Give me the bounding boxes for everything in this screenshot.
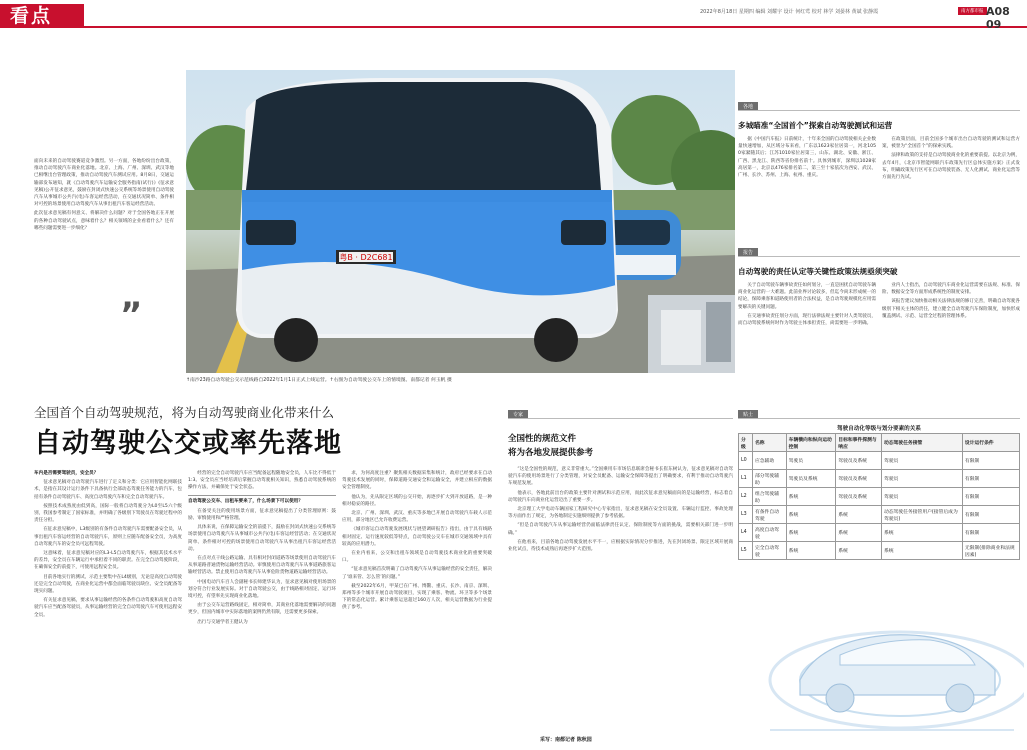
paragraph: 在征求意见稿中，L3级别的有条件自动驾驶汽车需要配备安全员，从事出租汽车客运经营的自动驾驶汽车，原则上应随车配备安全员，为高度自动驾驶汽车的安全员可远程驾驶。 xyxy=(34,527,182,547)
divider xyxy=(738,110,1020,111)
car-illustration xyxy=(760,560,1024,740)
expert-title-1: 全国性的规范文件 xyxy=(508,434,577,444)
divider xyxy=(738,418,1020,419)
report-label: 报告 xyxy=(738,248,758,257)
main-headline: 自动驾驶公交或率先落地 xyxy=(34,428,342,459)
local-title: 多城瞄准“全国首个”探索自动驾驶测试和运营 xyxy=(738,121,893,130)
table-cell: 驾驶员 xyxy=(881,452,962,470)
intro-text xyxy=(34,158,174,232)
paragraph: 在他看来，目前各地自动驾驶发展水平不一，应根据实际情况分步推进，先在封闭场景、限定区域开展商业化试点，待技术成熟后再逐步扩大范围。 xyxy=(508,539,733,553)
intro-paragraph: 面向未来的自动驾驶赛道竞争激烈。另一方面，各地纷纷出台政策，推动自动驾驶汽车商业化落地。北京、上海、广州、深圳、武汉等地已相继出台管理政策，推动自动驾驶汽车测试应用。8月8日，交通运输部发布通知，就《自动驾驶汽车运输安全服务指南(试行)》(征求意见稿)公开征求意见，鼓励在封闭式快速公交系统等场景使用自动驾驶汽车从事城市公共汽(电)车客运经营活动，在交通状况简单、条件相对可控的场景使用自动驾驶汽车从事出租汽车客运经营活动。 xyxy=(34,159,174,208)
table-cell: 组合驾驶辅助 xyxy=(752,488,786,506)
paragraph: “但是自动驾驶汽车从事运输经营仍面临法律责任认定、保险制度等方面的挑战，需要相关部门进一步明确。” xyxy=(508,523,733,536)
notes-label: 贴士 xyxy=(738,410,758,419)
column-header: 分级 xyxy=(739,434,753,452)
table-cell: 有条件自动驾驶 xyxy=(752,506,786,524)
table-cell: 有限制 xyxy=(962,488,1019,506)
paragraph: 征求意见稿对自动驾驶汽车进行了定义和分类：它应用智能化网联技术，是指在其设计运行条件下具备执行全部动态驾驶任务能力的汽车，包括有条件自动驾驶汽车、高度自动驾驶汽车和完全自动驾驶汽车。 xyxy=(34,480,182,500)
table-cell: 驾驶员 xyxy=(786,452,836,470)
table-cell: 系统 xyxy=(836,506,882,524)
article-column-2 xyxy=(188,470,336,628)
paragraph: 法律和政策的支持是自动驾驶商业化的重要前提。以北京为例，去年4月，《北京市智能网联汽车政策先行区总体实施方案》正式发布，明确政策先行区可在自动驾驶装备、无人化测试、商业化运营等方面先行先试。 xyxy=(882,153,1020,181)
article-column-1 xyxy=(34,470,182,621)
table-cell: L5 xyxy=(739,542,753,560)
paragraph: “征求意见稿首次明确了自动驾驶汽车从事运输经营的安全责任，解决了‘谁来管、怎么管’的问题。” xyxy=(342,567,492,580)
paragraph: 在业内看来，公交和出租车领域是自动驾驶技术商业化的重要突破口。 xyxy=(342,551,492,564)
paragraph: 北京、广州、深圳、武汉、重庆等多地已开展自动驾驶汽车载人示范应用，部分地区已允许收费运营。 xyxy=(342,511,492,524)
table-row xyxy=(739,524,1020,542)
table-cell: 系统 xyxy=(786,506,836,524)
page-number: A08 09 xyxy=(986,5,1010,31)
paragraph: 截至2022年6月，甲某已在广州、博鳌、重庆、长沙、南京、深圳、郑州等多个城市开展自动驾驶项目，实现了乘客、物流、环卫等多个场景下的常态化运营。累计乘客运送超过160万人次，相关运营数据为行业提供了参考。 xyxy=(342,583,492,611)
paragraph: 在备受关注的使用场景方面，征求意见稿提出了分类管理原则：鼓励、审慎使用和严格管理。 xyxy=(188,508,336,522)
table-title: 驾驶自动化等级与划分要素的关系 xyxy=(837,426,921,432)
table-cell: 系统 xyxy=(881,524,962,542)
sub-headline: 全国首个自动驾驶规范，将为自动驾驶商业化带来什么 xyxy=(34,405,335,420)
table-cell: 动态驾驶任务接管用户(接管后成为驾驶员) xyxy=(881,506,962,524)
table-cell: L4 xyxy=(739,524,753,542)
paragraph: 他认为，先从限定区域的公交开始，再逐步扩大到开放道路，是一种相对稳妥的路径。 xyxy=(342,494,492,507)
table-row xyxy=(739,488,1020,506)
table-cell: 系统 xyxy=(836,542,882,560)
bus-photo xyxy=(186,70,735,373)
paragraph: 该报告建议加快推动相关法律法规的修订完善，明确自动驾驶各级别下相关主体的责任，建立健全自动驾驶汽车保险制度，加快形成覆盖测试、示范、运营全过程的管理体系。 xyxy=(882,299,1020,319)
divider xyxy=(508,418,733,419)
paragraph: 据《中国汽车报》日前统计，十年来全国的自动驾驶相关企业数量快速增加，从区域分布来看，广东以1623家位居第一，河北1050家紧随其后；江苏1010家位居第三，山东、湖北、安徽、浙江、广西、黑龙江、陕西等省份排名前十。具体到城市，深圳以1028家高居第一，北京以476家排名第二，第三至十家依次为西安、武汉、广州、长沙、苏州、上海、杭州、重庆。 xyxy=(738,137,876,179)
paragraph: 出行与交通学者王健认为 xyxy=(197,619,248,625)
table-cell: 驾驶员及系统 xyxy=(836,488,882,506)
question-heading-1: 车内是否需要驾驶员，安全员？ xyxy=(34,471,99,476)
table-cell: 有限制 xyxy=(962,524,1019,542)
paragraph: 北京理工大学电动车辆国家工程研究中心专家指出，征求意见稿在安全员设置、车辆运行监控、事故处理等方面作出了规定，为各地制定实施细则提供了参考依据。 xyxy=(508,507,733,520)
paragraph: 他表示，各地此前出台的政策主要针对测试和示范应用，而此次征求意见稿面向的是运输经营，标志着自动驾驶汽车向商业化运营迈出了重要一步。 xyxy=(508,490,733,503)
section-label: 看点 xyxy=(0,4,84,28)
paragraph: 求，为何高度注重？聚焦相关数据采集和统计，政府已经要求在自动驾驶技术发展的同时，保障道路交通安全和运输安全，并建立相应的数据安全管理制度。 xyxy=(342,471,492,491)
table-cell: 系统 xyxy=(786,488,836,506)
table-cell: 系统 xyxy=(786,524,836,542)
column-header: 车辆横向和纵向运动控制 xyxy=(786,434,836,452)
table-row xyxy=(739,452,1020,470)
paragraph: 中国电动汽车百人会副秘书长师建华认为，征求意见稿对使用场景的划分符合行业发展实际。对于自动驾驶公交，由于线路相对固定、运行环境可控，有望率先实现商业化落地。 xyxy=(188,579,336,600)
paragraph: 目前各地实行的测试、示范主要集中在L4级别，无论是高度自动驾驶还是完全自动驾驶，在商业化运营中都会面临驾驶员缺位、安全员配备等现实问题。 xyxy=(34,574,182,595)
table-row xyxy=(739,470,1020,488)
paragraph: 在点对点干线公路运输、具有相对封闭道路等场景使用自动驾驶汽车从事道路普通货物运输经营活动。审慎使用自动驾驶汽车从事道路旅客运输经营活动。禁止使用自动驾驶汽车从事危险货物道路运输经营活动。 xyxy=(188,556,336,576)
paragraph: 有关征求意见稿，要求从事运输经营的各条件自动驾驶和高度自动驾驶汽车应当配备驾驶员，从事运输经营的完全自动驾驶汽车可使用远程安全员。 xyxy=(34,598,182,618)
automation-level-table xyxy=(738,433,1020,560)
paragraph: 经营的完全自动驾驶汽车应当配备远程随地安全员，人车比不得低于1:3。安全员应当经培训后掌握自动驾驶相关知识，熟悉自动驾驶系统的操作方法，并确保处于安全状态。 xyxy=(188,471,336,491)
paragraph: 业内人士指出，自动驾驶汽车商业化运营需要在法规、标准、保险、数据安全等方面形成系统性的制度安排。 xyxy=(882,283,1020,296)
table-cell: 系统 xyxy=(881,542,962,560)
quote-mark-icon: ” xyxy=(120,295,143,335)
table-cell: 驾驶员及系统 xyxy=(836,470,882,488)
header-rule xyxy=(84,26,1027,28)
car-graphic xyxy=(760,560,1024,740)
expert-label: 专家 xyxy=(508,410,528,419)
byline: 采写：南都记者 陈秋园 xyxy=(540,737,592,743)
table-cell: 驾驶员 xyxy=(881,488,962,506)
paragraph: 这意味着，征求意见稿对应的L3-L5自动驾驶汽车，根据其技术水平的差异，安全员在车辆运行中承担着不同的职责。在完全自动驾驶阶段，在确保安全的前提下，可使用远程安全员。 xyxy=(34,551,182,571)
paragraph: 由于公交车运营路线固定，相对简单，其商业化落地需要解决的问题更少，但国内城市中实际落地的案例仍然有限，还需要更多探索。 xyxy=(188,603,336,616)
table-cell: 驾驶员及系统 xyxy=(786,470,836,488)
intro-question: 此次征求意见稿有何意义、将解决什么问题？对于全国各地正在开展的各种自动驾驶试点，意味着什么？相关领域的企业看着什么？还有哪些问题需要进一步细化？ xyxy=(34,211,174,231)
table-cell: L1 xyxy=(739,470,753,488)
local-label: 各地 xyxy=(738,102,758,111)
table-cell: 系统 xyxy=(786,542,836,560)
bus-illustration xyxy=(186,70,735,373)
paragraph: 在政策层面，目前全国多个城市出台自动驾驶的测试和运营方案，被誉为“全国首个”的探索实践。 xyxy=(882,137,1020,150)
table-header-row xyxy=(739,434,1020,452)
paragraph: 《城市客运自动驾驶发展现状与展望调研报告》指出，由于具有线路相对固定、运行速度较低等特点，自动驾驶公交车在城市交通领域中具有较高的应用潜力。 xyxy=(342,527,492,547)
report-column-2 xyxy=(882,282,1020,322)
column-header: 动态驾驶任务接管 xyxy=(881,434,962,452)
column-header: 名称 xyxy=(752,434,786,452)
table-cell: 驾驶员 xyxy=(881,470,962,488)
table-cell: 有限制 xyxy=(962,470,1019,488)
report-column-1 xyxy=(738,282,876,329)
table-cell: L2 xyxy=(739,488,753,506)
table-cell: L3 xyxy=(739,506,753,524)
table-cell: 应急辅助 xyxy=(752,452,786,470)
article-column-3 xyxy=(342,470,492,614)
newspaper-tag: 南方都市报 xyxy=(958,7,987,15)
plate-text: 粤B · D2C681 xyxy=(339,253,393,262)
table-row xyxy=(739,542,1020,560)
report-title: 自动驾驶的责任认定等关键性政策法规亟须突破 xyxy=(738,267,898,276)
photo-caption: ↑南沙23路自动驾驶公交示范线路自2022年1月1日正式上线运营。↑右图为自动驾驶公交车上的情境图。南都记者 何玉帆 摄 xyxy=(186,378,452,383)
expert-body xyxy=(508,466,733,555)
local-column-2 xyxy=(882,136,1020,183)
table-cell: L0 xyxy=(739,452,753,470)
table-cell: 高度自动驾驶 xyxy=(752,524,786,542)
table-row xyxy=(739,506,1020,524)
table-cell: 有限制 xyxy=(962,506,1019,524)
paragraph: 关于自动驾驶车辆事故责任如何划分，一直是困扰自动驾驶车辆商业化运营的一大难题。此前业界讨论较多，但迄今尚未形成统一的结论，保障乘客和道路使用者的合法权益，是自动驾驶规模化应用需要解决的关键问题。 xyxy=(738,283,876,310)
paragraph: 在交通事故责任划分方面，现行法律法规主要针对人类驾驶员，而自动驾驶系统何时作为驾驶主体承担责任，尚需要进一步明确。 xyxy=(738,313,876,327)
question-heading-2: 自动驾驶公交车、出租车要来了，什么场景下可以使用？ xyxy=(188,495,336,505)
table-cell: 部分驾驶辅助 xyxy=(752,470,786,488)
expert-title-2: 将为各地发展提供参考 xyxy=(508,448,594,458)
table-cell: 无限制(排除商业和法规因素) xyxy=(962,542,1019,560)
paragraph: 具体来说，在保障运输安全的前提下，鼓励在封闭式快速公交系统等场景使用自动驾驶汽车从事城市公共汽(电)车客运经营活动；在交通状况简单、条件相对可控的场景使用自动驾驶汽车从事出租汽车客运经营活动。 xyxy=(188,525,336,552)
local-column-1 xyxy=(738,136,876,181)
table-cell: 系统 xyxy=(836,524,882,542)
table-cell: 完全自动驾驶 xyxy=(752,542,786,560)
column-header: 设计运行条件 xyxy=(962,434,1019,452)
dateline: 2022年8月18日 星期四 编辑 刘耀宇 设计 何红莺 校对 林学 刘晏林 黄斌 张静霞 xyxy=(700,9,879,15)
column-header: 目标和事件探测与响应 xyxy=(836,434,882,452)
table-cell: 驾驶员及系统 xyxy=(836,452,882,470)
paragraph: “这是全国性的规范，意义非常重大。”全国乘用车市场信息联席会秘书长崔东树认为，征求意见稿对自动驾驶汽车的使用场景进行了分类管理，对安全员配备、运输安全保障等提出了明确要求，有利于推动自动驾驶汽车规范发展。 xyxy=(508,467,733,487)
divider xyxy=(738,256,1020,257)
table-cell: 有限制 xyxy=(962,452,1019,470)
paragraph: 按照技术成熟度由低到高，国际一般将自动驾驶分为L0至L5六个级别，我国参考制定了国家标准，并明确了各级别下驾驶员在驾驶过程中的责任分担。 xyxy=(34,503,182,524)
